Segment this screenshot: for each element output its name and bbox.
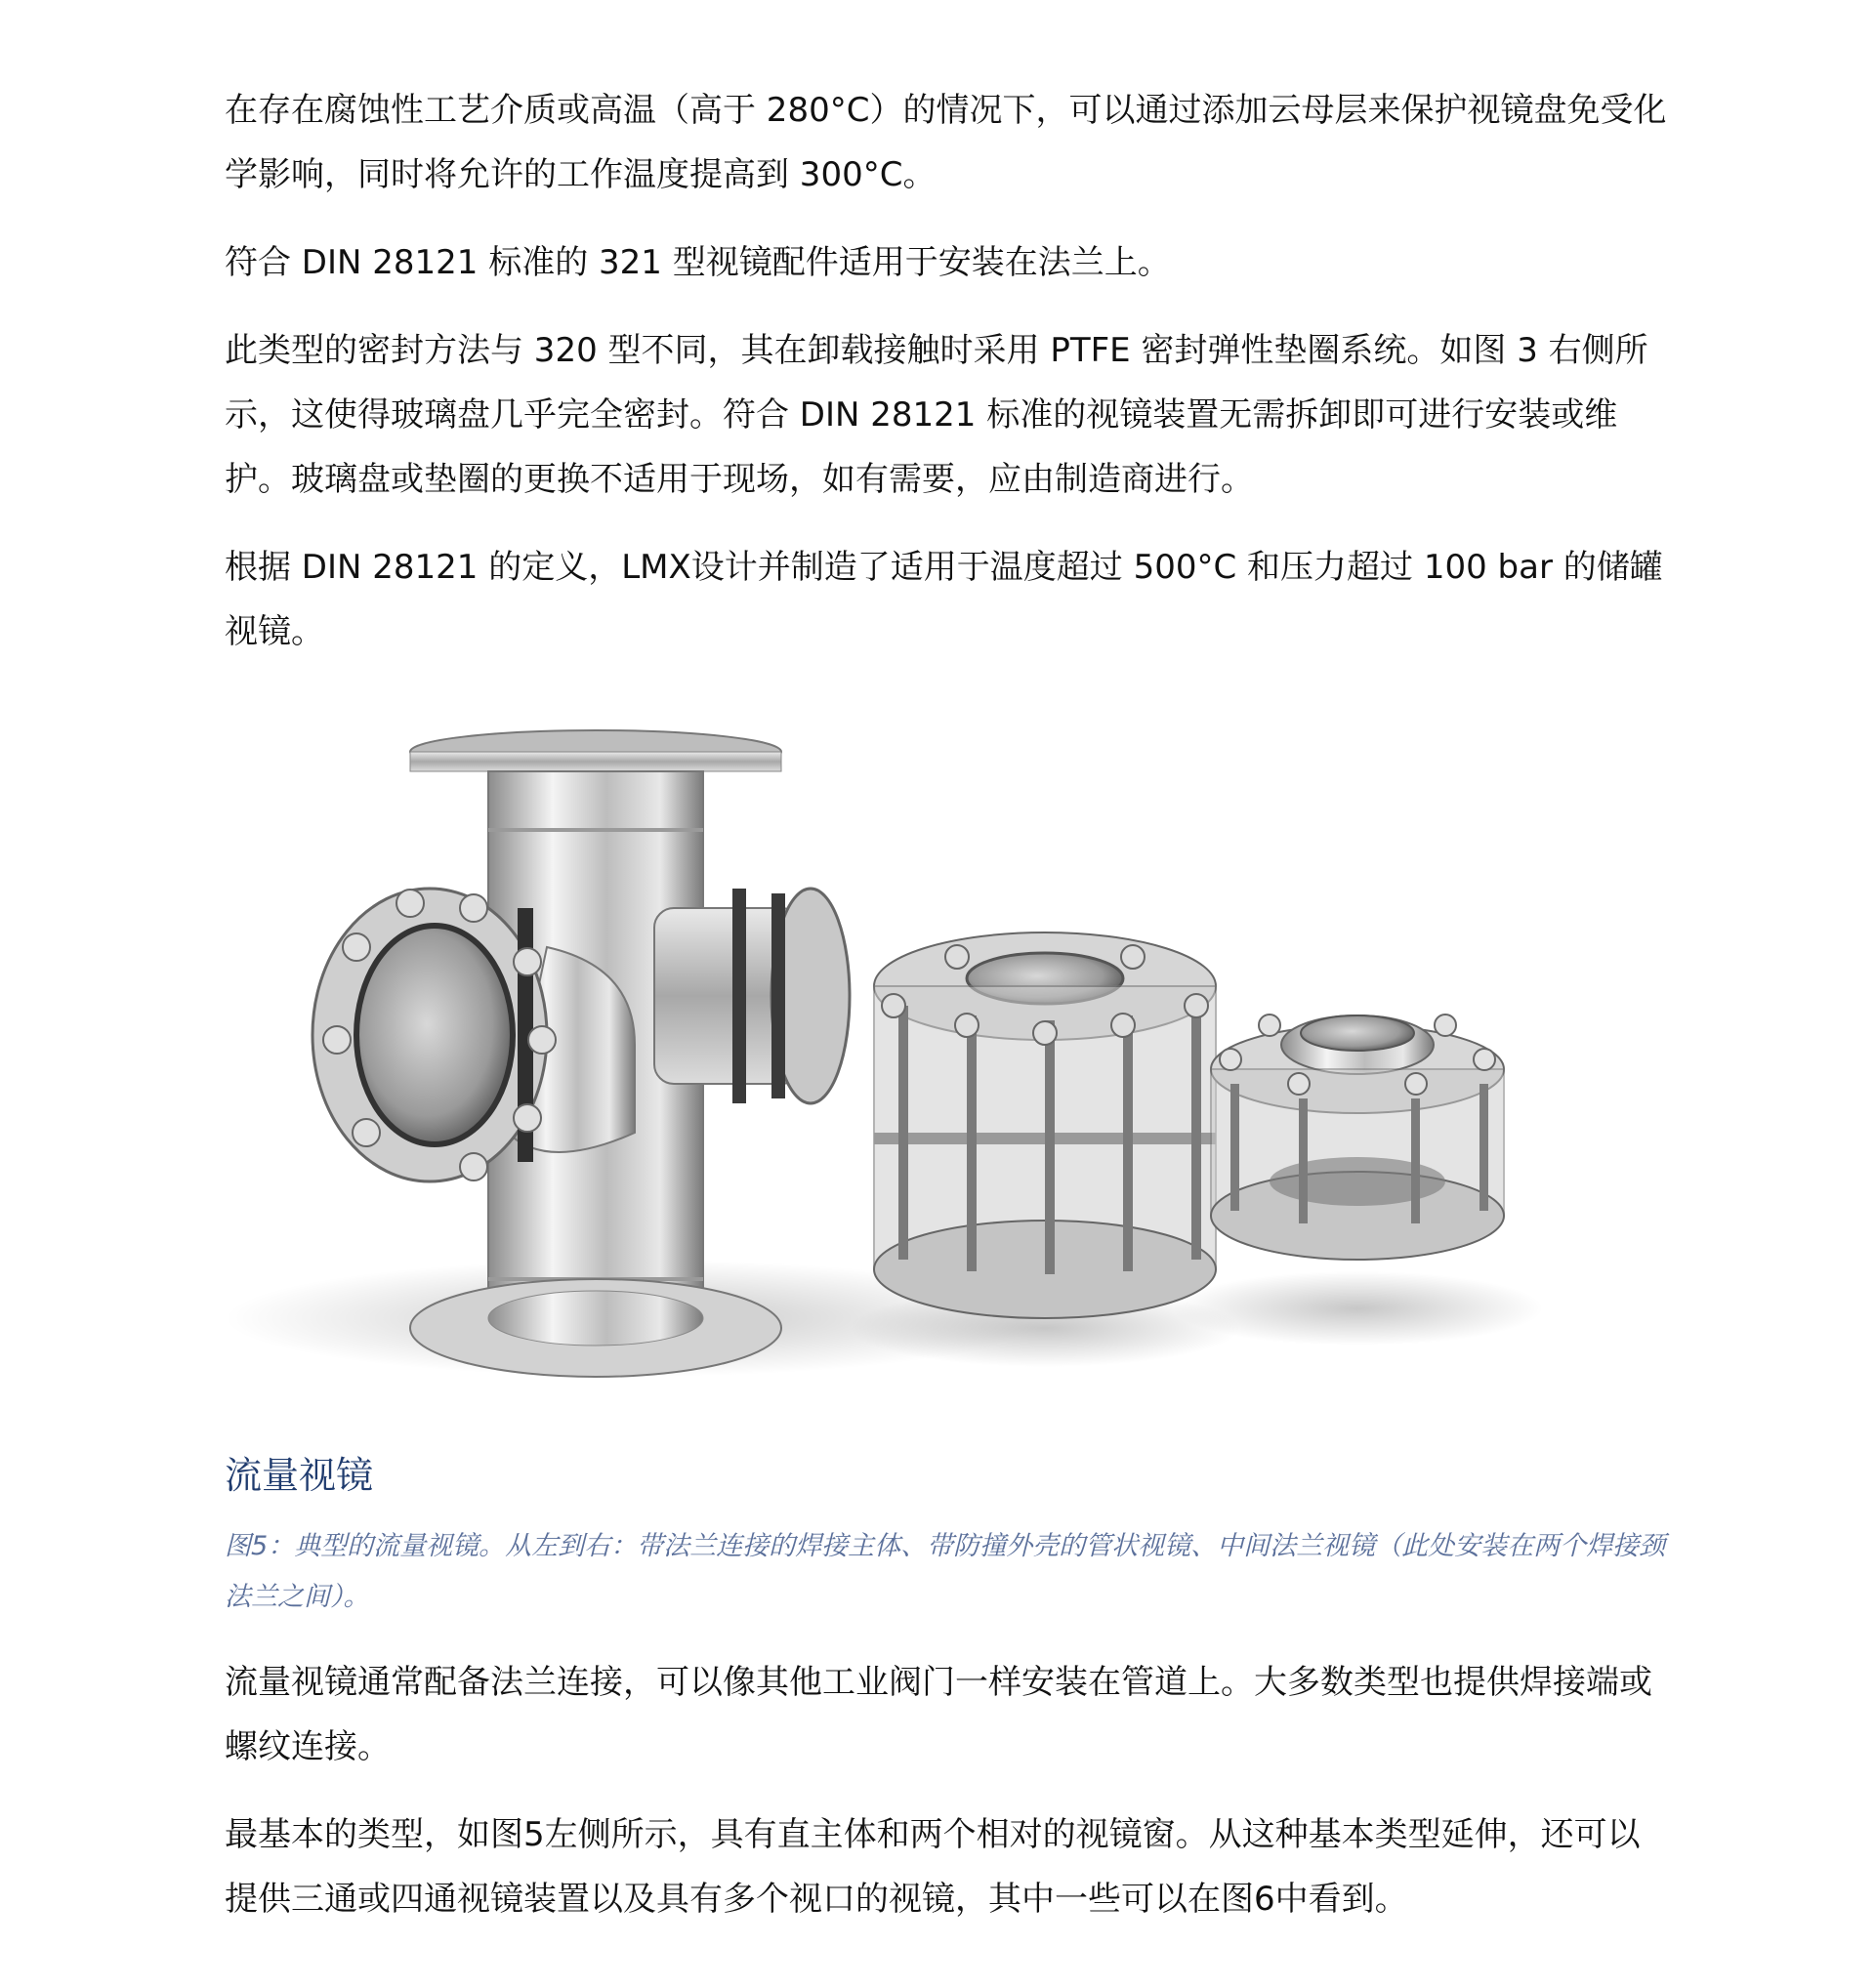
paragraph-flange-connection: 流量视镜通常配备法兰连接，可以像其他工业阀门一样安装在管道上。大多数类型也提供焊接端或螺纹连接。 (225, 1663, 1652, 1766)
intermediate-flange-sight-glass (1211, 1015, 1504, 1260)
paragraph-basic-type: 最基本的类型，如图5左侧所示，具有直主体和两个相对的视镜窗。从这种基本类型延伸，还可以提供三通或四通视镜装置以及具有多个视口的视镜，其中一些可以在图6中看到。 (225, 1815, 1641, 1919)
figure-caption: 图5：典型的流量视镜。从左到右：带法兰连接的焊接主体、带防撞外壳的管状视镜、中间法兰视镜（此处安装在两个焊接颈法兰之间）。 (225, 1531, 1666, 1612)
section-title-flow-sight-glass: 流量视镜 (225, 1454, 374, 1497)
flow-sight-glass-figure (225, 723, 1670, 1426)
sight-glass-illustration (225, 723, 1670, 1426)
paragraph-lmx-design: 根据 DIN 28121 的定义，LMX设计并制造了适用于温度超过 500°C 和压力超过 100 bar 的储罐视镜。 (225, 548, 1663, 651)
paragraph-sealing-method: 此类型的密封方法与 320 型不同，其在卸载接触时采用 PTFE 密封弹性垫圈系统。如图 3 右侧所示，这使得玻璃盘几乎完全密封。符合 DIN 28121 标准的视镜装置无需拆卸即可进行安装或维护。玻璃盘或垫圈的更换不适用于现场，如有需要，应由制造商进行。 (225, 331, 1648, 499)
paragraph-mica-layer: 在存在腐蚀性工艺介质或高温（高于 280°C）的情况下，可以通过添加云母层来保护视镜盘免受化学影响，同时将允许的工作温度提高到 300°C。 (225, 91, 1667, 194)
document-page (225, 78, 1670, 1955)
paragraph-type-321: 符合 DIN 28121 标准的 321 型视镜配件适用于安装在法兰上。 (225, 243, 1171, 282)
tubular-sight-glass (874, 932, 1216, 1318)
